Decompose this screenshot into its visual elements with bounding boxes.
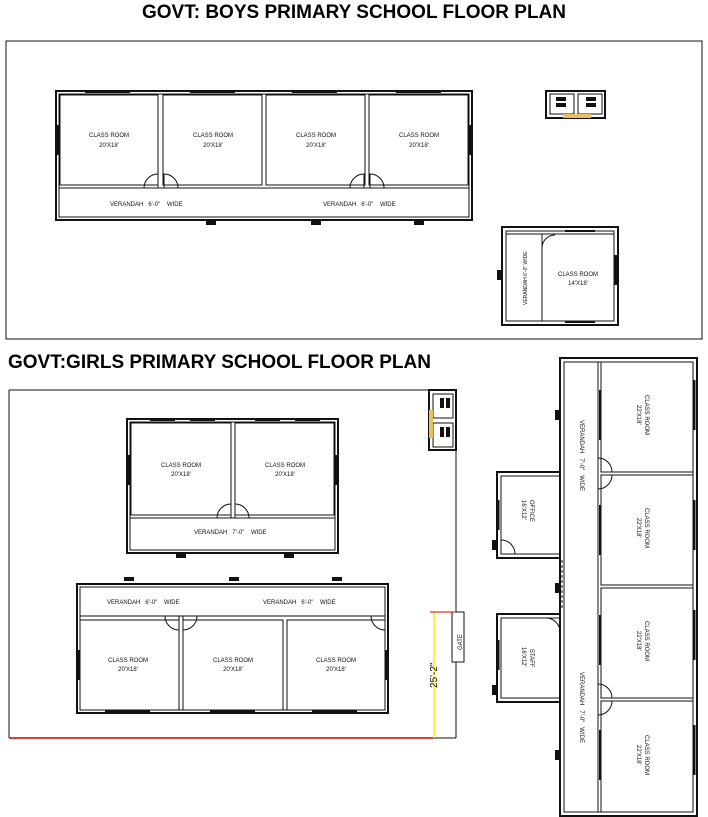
boys-room-3-size: 20'X18' — [306, 143, 326, 149]
girls-top-verandah: VERANDAH 7'-0" WIDE — [194, 530, 267, 536]
boys-classroom-2 — [163, 95, 262, 185]
boys-verandah-left: VERANDAH 6'-0" WIDE — [110, 202, 183, 208]
gate-dimension: 25'-2" — [429, 662, 440, 688]
girls-classroom-3 — [80, 620, 179, 710]
boys-room-3-name: CLASS ROOM — [295, 133, 337, 139]
girls-plan-title: GOVT:GIRLS PRIMARY SCHOOL FLOOR PLAN — [8, 352, 431, 373]
girls-right-room-4-size: 22'X18' — [635, 745, 641, 765]
girls-classroom-1 — [131, 423, 231, 515]
girls-bottom-verandah-left: VERANDAH 6'-0" WIDE — [107, 600, 180, 606]
girls-room-4-size: 20'X18' — [223, 667, 243, 673]
boys-plan — [6, 41, 702, 339]
boys-room-1-size: 20'X18' — [99, 143, 119, 149]
boys-site-boundary — [6, 41, 702, 339]
girls-classroom-4 — [183, 620, 283, 710]
boys-room-4-size: 20'X18' — [409, 143, 429, 149]
girls-room-4-name: CLASS ROOM — [212, 658, 254, 664]
girls-right-room-4-name: CLASS ROOM — [643, 735, 649, 776]
girls-right-room-1-size: 22'X18' — [635, 405, 641, 425]
boys-room-2-size: 20'X18' — [203, 143, 223, 149]
boys-verandah-right: VERANDAH 6'-0" WIDE — [323, 202, 396, 208]
girls-right-room-2-name: CLASS ROOM — [643, 508, 649, 549]
boys-classroom-1 — [60, 95, 158, 185]
girls-right-verandah-bottom: VERANDAH 7'-0" WIDE — [578, 672, 584, 743]
boys-plan-title: GOVT: BOYS PRIMARY SCHOOL FLOOR PLAN — [141, 2, 566, 23]
girls-room-2-size: 20'X18' — [275, 472, 295, 478]
boys-room-5-name: CLASS ROOM — [557, 272, 599, 278]
girls-plan — [9, 358, 697, 816]
boys-room-5-size: 14'X18' — [568, 281, 588, 287]
gate-label: GATE — [458, 634, 464, 650]
boys-room-4-name: CLASS ROOM — [398, 133, 440, 139]
boys-classroom-4 — [369, 95, 468, 185]
staff-label: STAFF — [528, 649, 534, 668]
boys-main-block — [56, 91, 472, 220]
boys-classroom-3 — [266, 95, 365, 185]
girls-bottom-verandah-right: VERANDAH 6'-0" WIDE — [263, 600, 336, 606]
girls-room-5-name: CLASS ROOM — [315, 658, 357, 664]
boys-verandah-side: VERANDAH 6'-0" WIDE — [523, 251, 529, 305]
girls-room-5-size: 20'X18' — [326, 667, 346, 673]
office-size: 16'X12' — [520, 500, 526, 520]
staff-size: 16'X12' — [520, 647, 526, 667]
girls-classroom-2 — [235, 423, 334, 515]
girls-right-verandah-top: VERANDAH 7'-0" WIDE — [578, 420, 584, 491]
girls-labels — [107, 395, 649, 775]
office-label: OFFICE — [528, 500, 534, 522]
girls-right-room-3-size: 22'X18' — [635, 631, 641, 651]
girls-room-3-name: CLASS ROOM — [107, 658, 149, 664]
girls-room-3-size: 20'X18' — [118, 667, 138, 673]
girls-room-2-name: CLASS ROOM — [264, 463, 306, 469]
girls-right-room-3-name: CLASS ROOM — [643, 621, 649, 662]
girls-right-room-1-name: CLASS ROOM — [643, 395, 649, 436]
girls-room-1-name: CLASS ROOM — [160, 463, 202, 469]
girls-classroom-5 — [287, 620, 385, 710]
boys-room-1-name: CLASS ROOM — [88, 133, 130, 139]
girls-room-1-size: 20'X18' — [171, 472, 191, 478]
girls-right-room-2-size: 22'X18' — [635, 518, 641, 538]
boys-room-2-name: CLASS ROOM — [192, 133, 234, 139]
